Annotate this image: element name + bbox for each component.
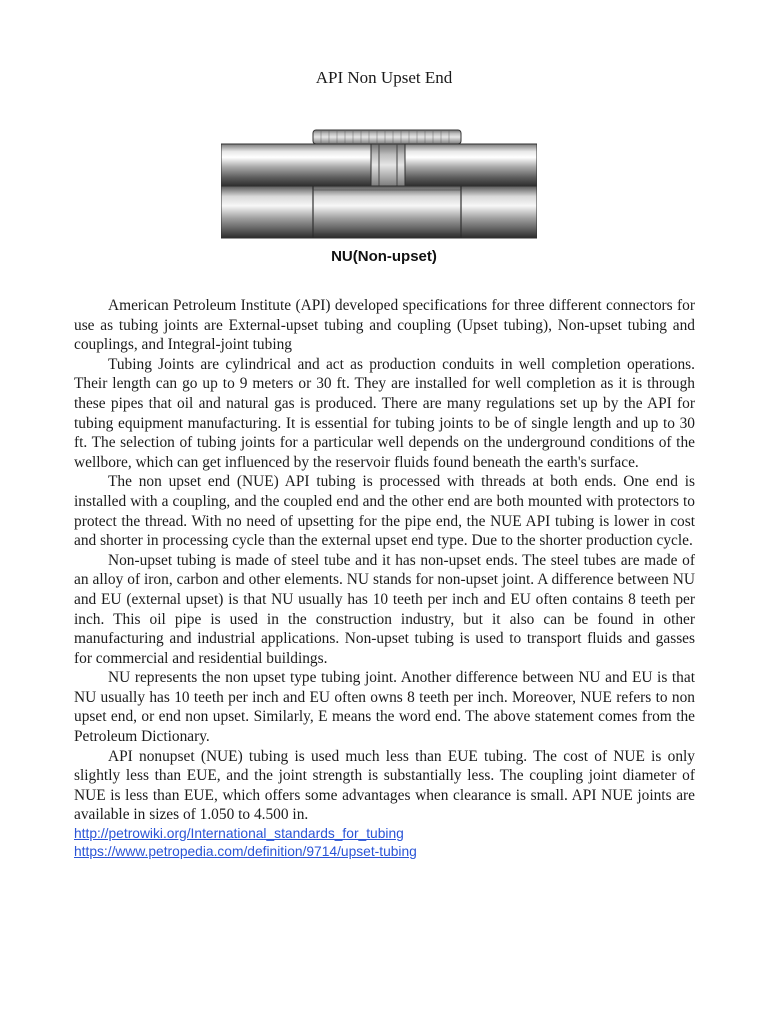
paragraph-tubing-joints: Tubing Joints are cylindrical and act as production conduits in well completion operations. Their length can go up to 9 meters or 30 ft. They are installed for well completion as it is through these pipes that oil and natural gas is produced. There are many regulations set up by the API for tubing equipment manufacturing. It is essential for tubing joints to be of single length and up to 30 ft. The selection of tubing joints for a particular well depends on the underground conditions of the wellbore, which can get influenced by the reservoir fluids found beneath the earth's surface.	[74, 355, 695, 471]
figure-caption: NU(Non-upset)	[331, 248, 437, 265]
paragraph-non-upset-tubing: Non-upset tubing is made of steel tube and it has non-upset ends. The steel tubes are made of an alloy of iron, carbon and other elements. NU stands for non-upset joint. A difference between NU and EU (external upset) is that NU usually has 10 teeth per inch and EU often contains 8 teeth per inch. This oil pipe is used in the construction industry, but it also can be found in other manufacturing and industrial applications. Non-upset tubing is used to transport fluids and gasses for commercial and residential buildings.	[74, 551, 695, 667]
link-petropedia[interactable]: https://www.petropedia.com/definition/9714/upset-tubing	[74, 844, 417, 860]
paragraph-nu-definition: NU represents the non upset type tubing joint. Another difference between NU and EU is that NU usually has 10 teeth per inch and EU often owns 8 teeth per inch. Moreover, NUE refers to non upset end, or end non upset. Similarly, E means the word end. The above statement comes from the Petroleum Dictionary.	[74, 669, 695, 746]
paragraph-api-connectors: American Petroleum Institute (API) developed specifications for three different connectors for use as tubing joints are External-upset tubing and coupling (Upset tubing), Non-upset tubing and couplings, and Integral-joint tubing	[74, 297, 695, 354]
paragraph-nue-vs-eue: API nonupset (NUE) tubing is used much less than EUE tubing. The cost of NUE is only slightly less than EUE, and the joint strength is substantially less. The coupling joint diameter of NUE is less than EUE, which offers some advantages when clearance is small. API NUE joints are available in sizes of 1.050 to 4.500 in.	[74, 747, 695, 824]
reference-links	[74, 825, 695, 861]
link-petrowiki[interactable]: http://petrowiki.org/International_standards_for_tubing	[74, 826, 404, 842]
paragraph-nue-tubing: The non upset end (NUE) API tubing is processed with threads at both ends. One end is installed with a coupling, and the coupled end and the other end are both mounted with protectors to protect the thread. With no need of upsetting for the pipe end, the NUE API tubing is lower in cost and shorter in processing cycle than the external upset end type. Due to the shorter production cycle.	[74, 473, 695, 550]
nu-tubing-figure	[221, 128, 537, 240]
document-body	[74, 296, 695, 861]
document-title: API Non Upset End	[315, 68, 453, 87]
tubing-joint-illustration	[221, 128, 537, 240]
